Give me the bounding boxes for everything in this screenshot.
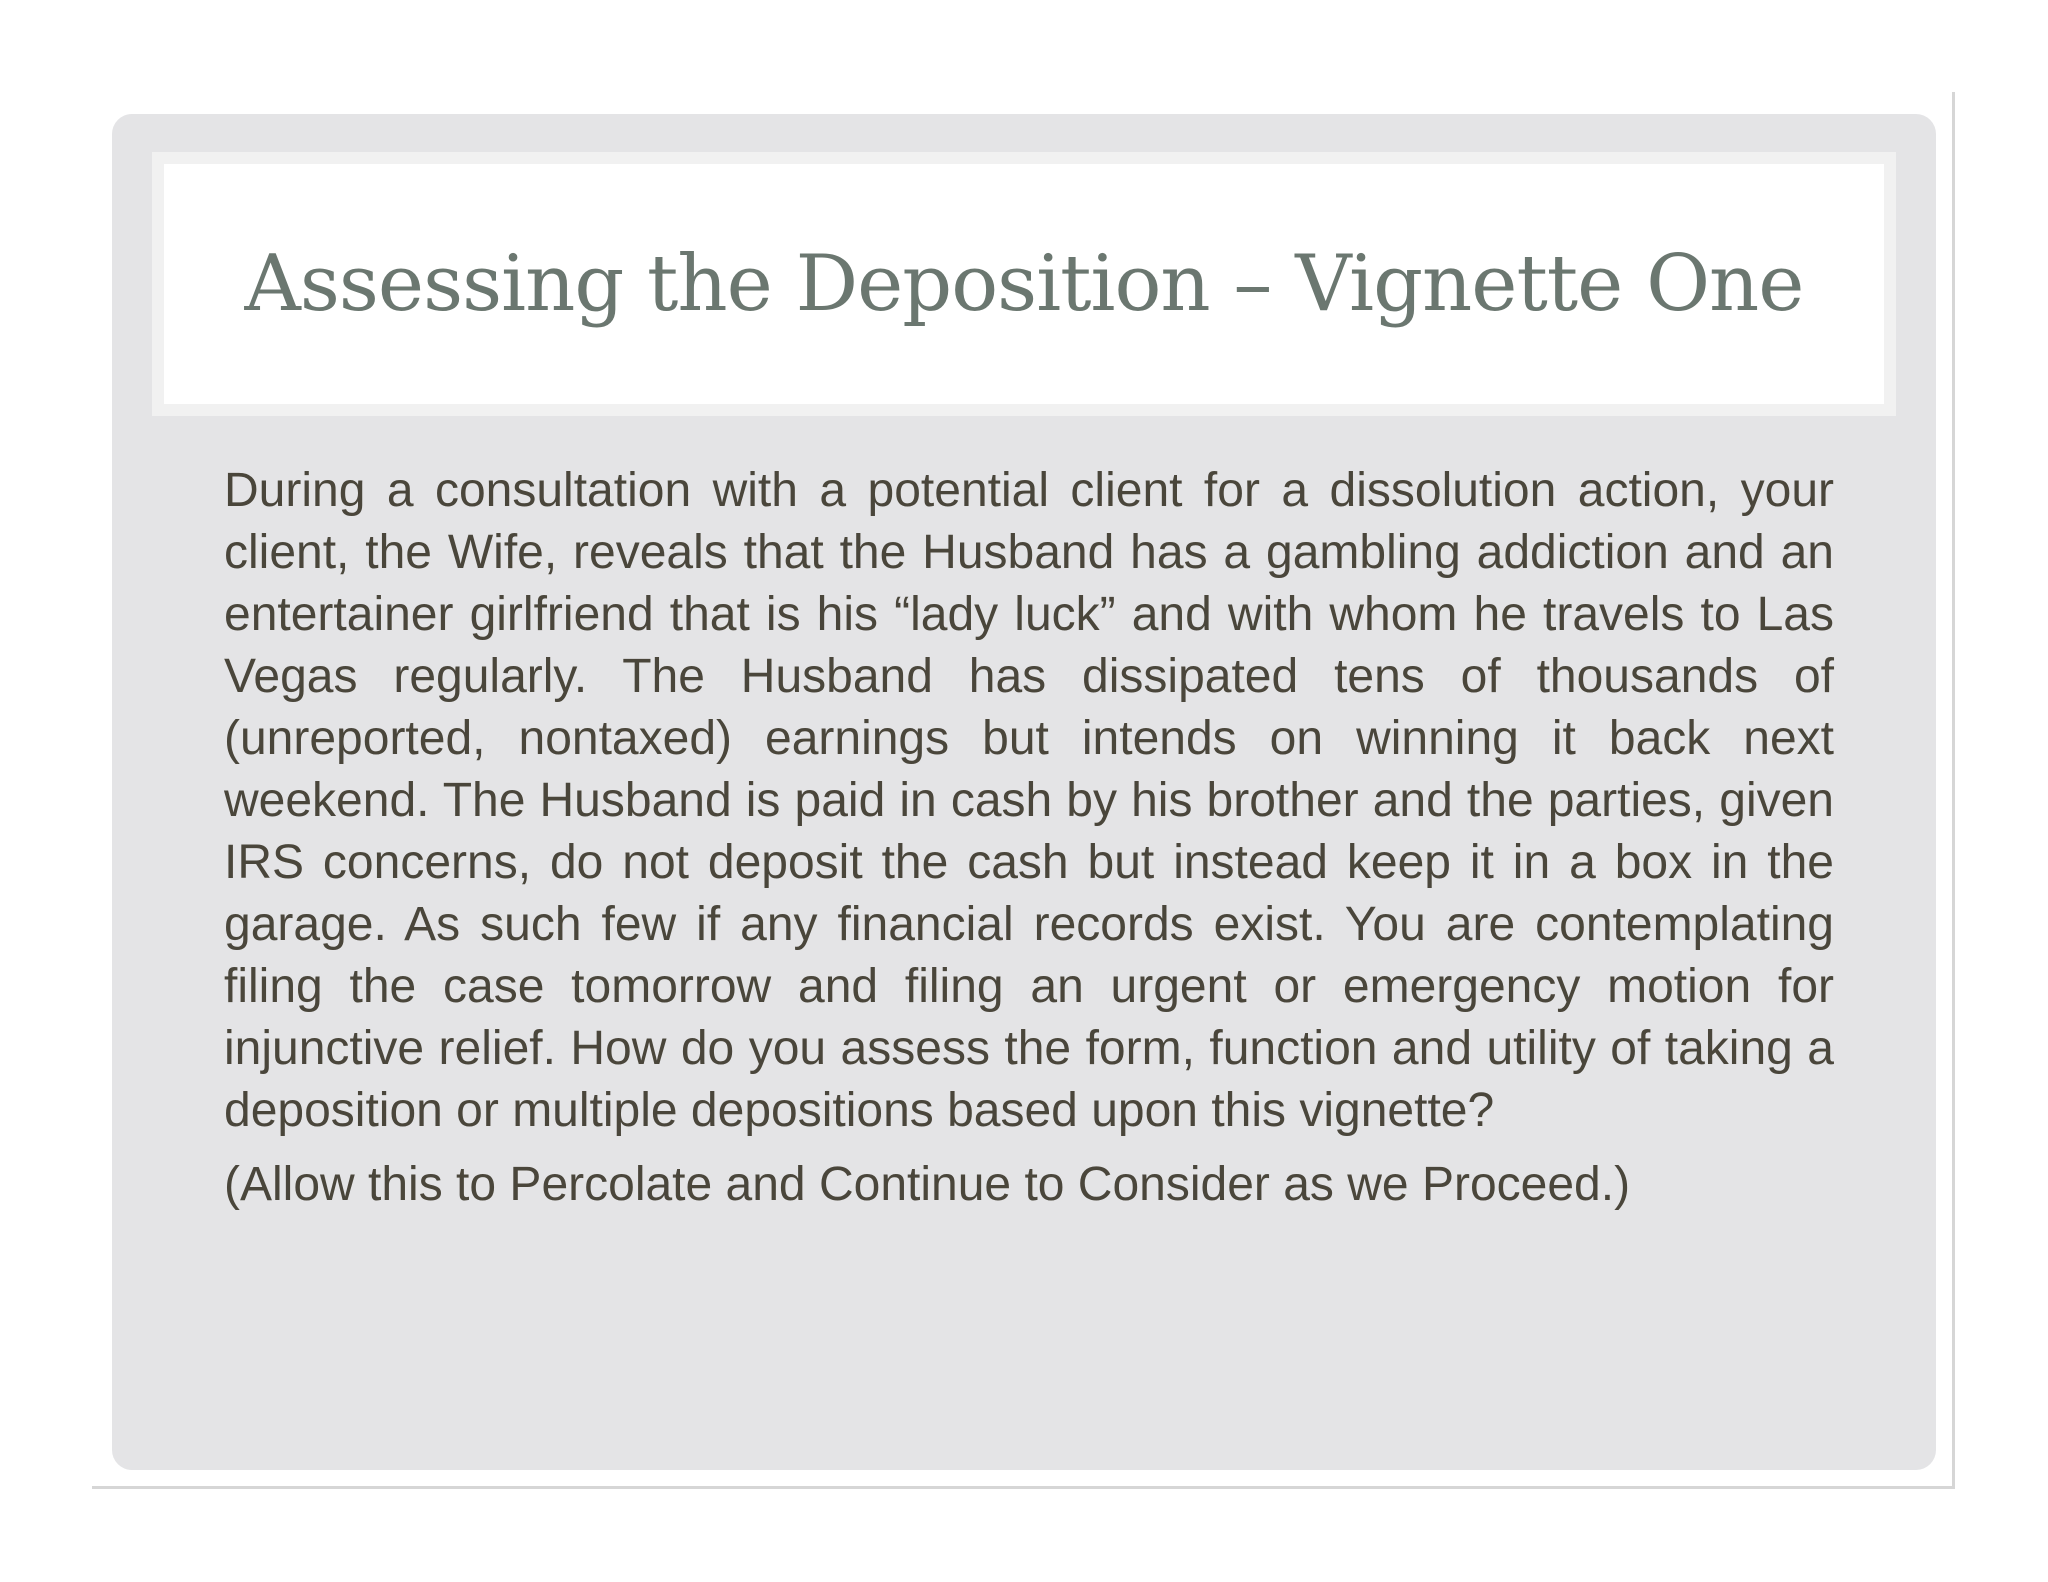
slide-body [224, 460, 1834, 1410]
slide-title: Assessing the Deposition – Vignette One [244, 239, 1804, 329]
slide-shadow-right [1952, 92, 1955, 1488]
slide-shadow-bottom [92, 1486, 1955, 1489]
title-frame [152, 152, 1896, 416]
closing-note-paragraph: (Allow this to Percolate and Continue to Consider as we Proceed.) [224, 1158, 1631, 1211]
vignette-paragraph: During a consultation with a potential client for a dissolution action, your client, the Wife, reveals that the Husband has a gambling addiction and an entertainer girlfriend that is his “lady luck” and with whom he travels to Las Vegas regularly. The Husband has dissipated tens of thousands of (unreported, nontaxed) earnings but intends on winning it back next weekend. The Husband is paid in cash by his brother and the parties, given IRS concerns, do not deposit the cash but instead keep it in a box in the garage. As such few if any financial records exist. You are contemplating filing the case tomorrow and filing an urgent or emergency motion for injunctive relief. How do you assess the form, function and utility of taking a deposition or multiple depositions based upon this vignette? [224, 464, 1834, 1137]
title-box [164, 164, 1884, 404]
